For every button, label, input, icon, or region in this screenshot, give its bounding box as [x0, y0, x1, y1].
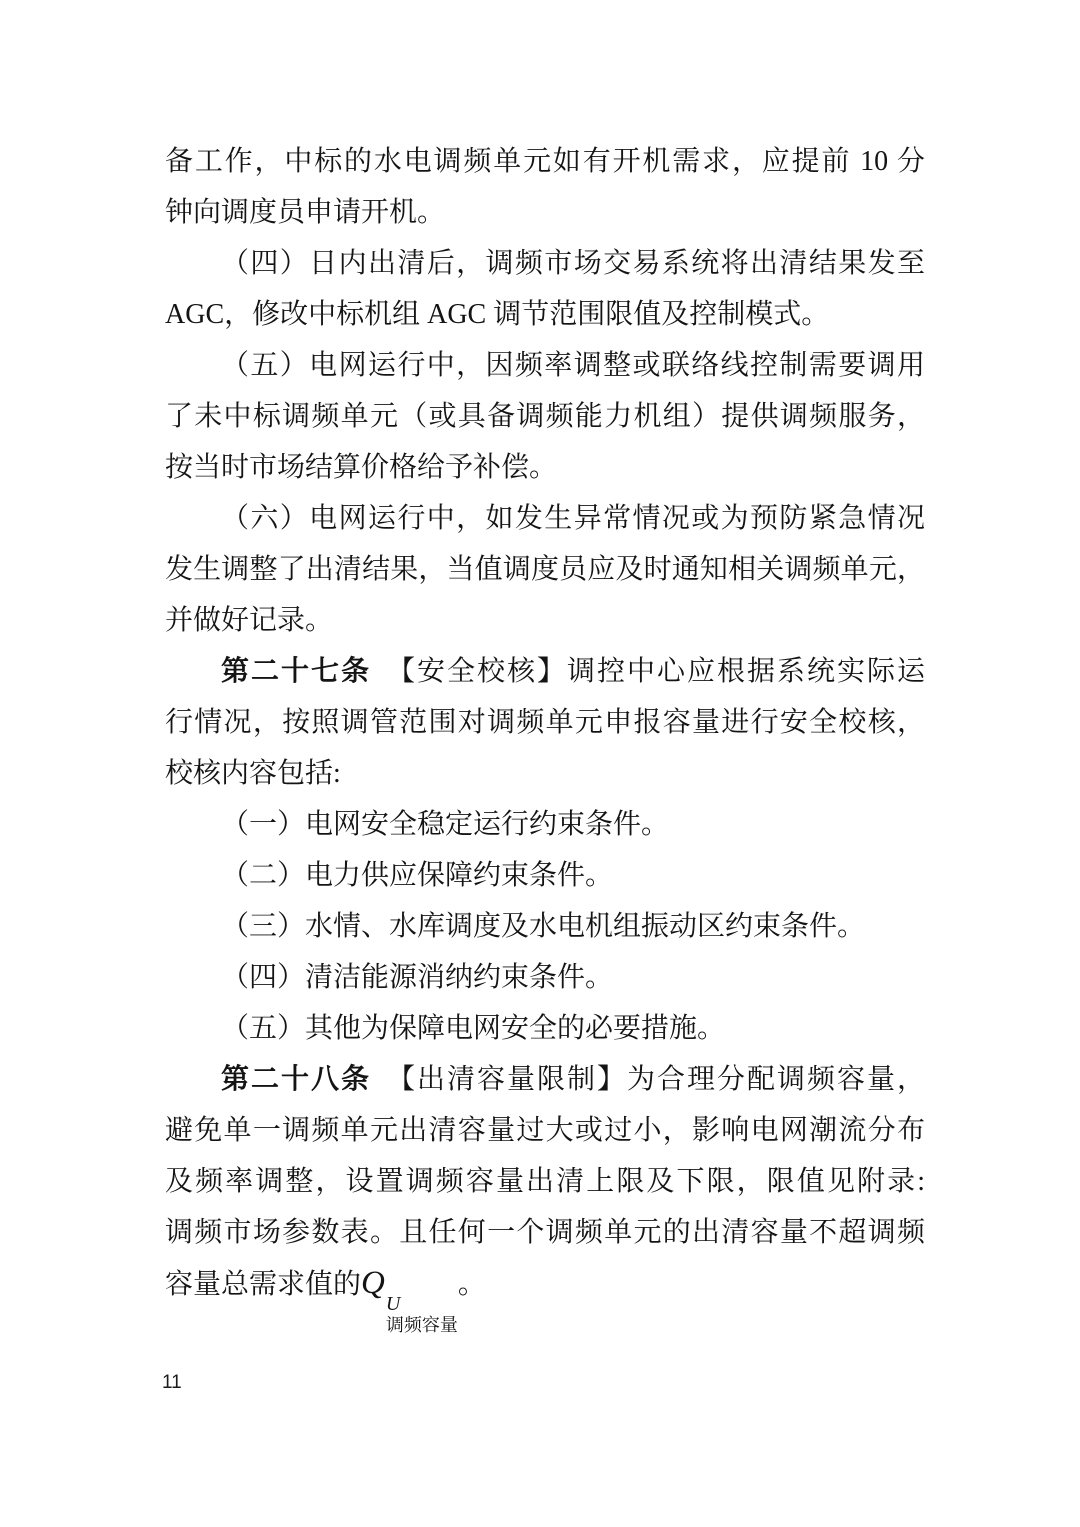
text-segment: 。 — [457, 1269, 486, 1300]
formula-subscript: 调频容量 — [385, 1315, 458, 1335]
formula-superscript: U — [385, 1293, 401, 1315]
text-segment: AGC，修改中标机组 AGC 调节范围限值及控制模式。 — [165, 299, 830, 330]
text-segment: 发生调整了出清结果，当值调度员应及时通知相关调频单元， — [165, 554, 925, 585]
article-number: 第二十七条 — [221, 656, 371, 687]
text-line — [165, 493, 925, 544]
text-segment: 【安全校核】调控中心应根据系统实际运 — [371, 656, 925, 687]
text-segment: 避免单一调频单元出清容量过大或过小，影响电网潮流分布 — [165, 1115, 925, 1146]
text-line — [165, 901, 925, 952]
text-line — [165, 1105, 925, 1156]
text-segment: （四）清洁能源消纳约束条件。 — [221, 962, 614, 993]
text-line — [165, 1207, 925, 1258]
text-line — [165, 1258, 925, 1335]
text-line — [165, 238, 925, 289]
text-line — [165, 289, 925, 340]
text-line — [165, 544, 925, 595]
text-segment: 校核内容包括: — [165, 758, 341, 789]
page-number: 11 — [162, 1372, 182, 1393]
text-segment: （二）电力供应保障约束条件。 — [221, 860, 614, 891]
text-segment: （六）电网运行中，如发生异常情况或为预防紧急情况 — [221, 503, 925, 534]
text-line — [165, 1003, 925, 1054]
text-line — [165, 697, 925, 748]
text-line — [165, 595, 925, 646]
text-segment: 及频率调整，设置调频容量出清上限及下限，限值见附录: — [165, 1166, 925, 1197]
text-line — [165, 850, 925, 901]
text-line — [165, 952, 925, 1003]
text-segment: 并做好记录。 — [165, 605, 334, 636]
text-line — [165, 442, 925, 493]
text-segment: 了未中标调频单元（或具备调频能力机组）提供调频服务， — [165, 401, 925, 432]
text-line — [165, 799, 925, 850]
text-segment: （五）电网运行中，因频率调整或联络线控制需要调用 — [221, 350, 925, 381]
text-line — [165, 1156, 925, 1207]
text-line — [165, 187, 925, 238]
text-line — [165, 748, 925, 799]
text-segment: 按当时市场结算价格给予补偿。 — [165, 452, 558, 483]
text-segment: 【出清容量限制】为合理分配调频容量， — [371, 1064, 925, 1095]
formula-q-freq-capacity — [361, 1265, 458, 1335]
text-line — [165, 1054, 925, 1105]
formula-base: Q — [361, 1265, 385, 1301]
text-segment: 备工作，中标的水电调频单元如有开机需求，应提前 10 分 — [165, 146, 925, 177]
text-segment: （四）日内出清后，调频市场交易系统将出清结果发至 — [221, 248, 925, 279]
text-segment: 调频市场参数表。且任何一个调频单元的出清容量不超调频 — [165, 1217, 925, 1248]
text-line — [165, 646, 925, 697]
text-block — [165, 136, 925, 1335]
text-segment: 钟向调度员申请开机。 — [165, 197, 446, 228]
text-segment: （五）其他为保障电网安全的必要措施。 — [221, 1013, 726, 1044]
text-segment: 容量总需求值的 — [165, 1269, 362, 1300]
text-segment: （三）水情、水库调度及水电机组振动区约束条件。 — [221, 911, 866, 942]
article-number: 第二十八条 — [221, 1064, 371, 1095]
text-segment: （一）电网安全稳定运行约束条件。 — [221, 809, 670, 840]
text-segment: 行情况，按照调管范围对调频单元申报容量进行安全校核， — [165, 707, 925, 738]
text-line — [165, 136, 925, 187]
text-line — [165, 340, 925, 391]
text-line — [165, 391, 925, 442]
